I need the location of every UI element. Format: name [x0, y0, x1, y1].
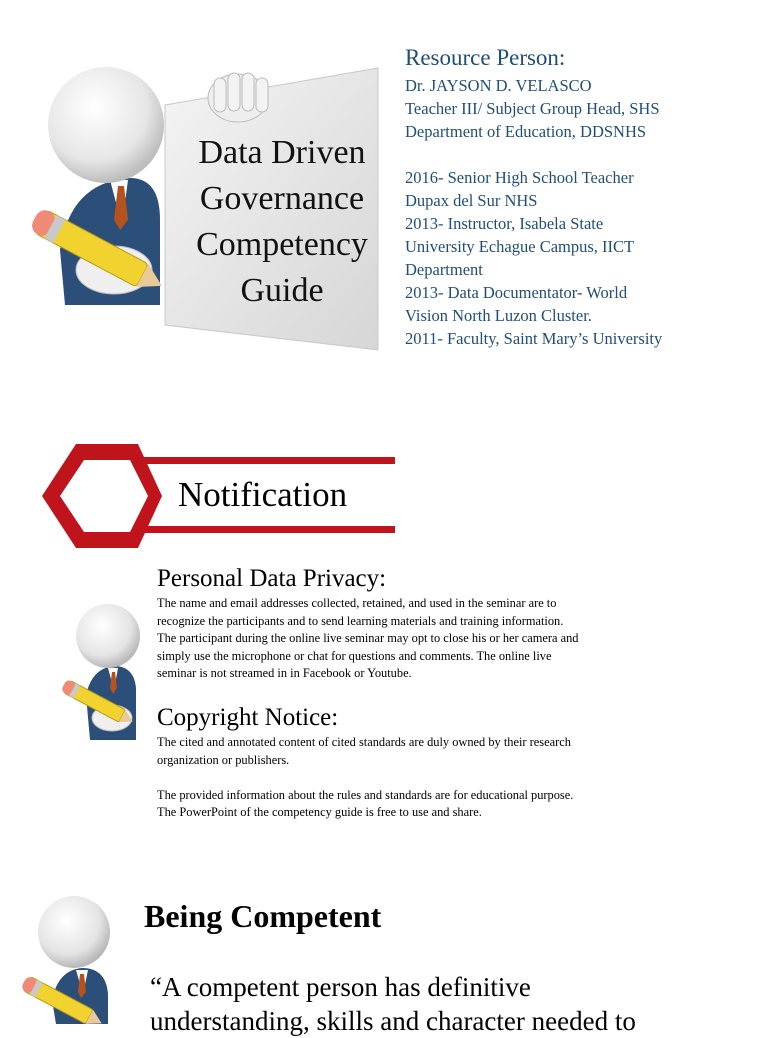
copyright-line: The provided information about the rules and standards are for educational purpose.	[157, 787, 574, 802]
experience-line: 2013- Data Documentator- World	[405, 283, 628, 302]
copyright-line: organization or publishers.	[157, 752, 290, 767]
quote-line: “A competent person has definitive	[150, 972, 531, 1002]
copyright-heading: Copyright Notice:	[157, 704, 339, 731]
experience-line: 2013- Instructor, Isabela State	[405, 214, 604, 233]
figure-with-pencil-icon	[52, 600, 157, 750]
privacy-line: The name and email addresses collected, retained, and used in the seminar are to	[157, 596, 557, 610]
experience-line: 2016- Senior High School Teacher	[405, 168, 634, 187]
slide-title-line: Guide	[240, 272, 324, 309]
resource-name: Dr. JAYSON D. VELASCO	[405, 76, 592, 95]
experience-line: Vision North Luzon Cluster.	[405, 306, 592, 325]
slide-title-line: Governance	[199, 180, 365, 217]
being-competent-title: Being Competent	[144, 898, 382, 934]
copyright-line: The cited and annotated content of cited standards are duly owned by their research	[157, 735, 571, 749]
notification-title: Notification	[178, 475, 348, 514]
experience-line: 2011- Faculty, Saint Mary’s University	[405, 329, 663, 348]
resource-office: Department of Education, DDSNHS	[405, 122, 647, 141]
quote-line: understanding, skills and character needed to	[150, 1006, 636, 1036]
privacy-line: The participant during the online live seminar may opt to close his or her camera and	[157, 631, 579, 645]
resource-position: Teacher III/ Subject Group Head, SHS	[405, 99, 660, 118]
privacy-heading: Personal Data Privacy:	[157, 565, 387, 592]
privacy-line: recognize the participants and to send learning materials and training information.	[157, 613, 564, 628]
figure-with-pencil-icon	[14, 890, 134, 1024]
copyright-line: The PowerPoint of the competency guide is free to use and share.	[157, 805, 482, 819]
copyright-text	[157, 734, 573, 822]
experience-line: University Echague Campus, IICT	[405, 237, 635, 256]
privacy-text	[157, 595, 579, 683]
competence-quote	[150, 970, 636, 1038]
privacy-line: simply use the microphone or chat for questions and comments. The online live	[157, 648, 552, 663]
resource-heading: Resource Person:	[405, 45, 566, 70]
experience-line: Department	[405, 260, 483, 279]
resource-person-block	[405, 44, 760, 350]
slide-title-line: Data Driven	[198, 134, 366, 171]
privacy-line: seminar is not streamed in in Facebook or Youtube.	[157, 666, 412, 680]
slide-title	[180, 130, 384, 314]
slide-title-line: Competency	[196, 226, 368, 263]
experience-line: Dupax del Sur NHS	[405, 191, 538, 210]
